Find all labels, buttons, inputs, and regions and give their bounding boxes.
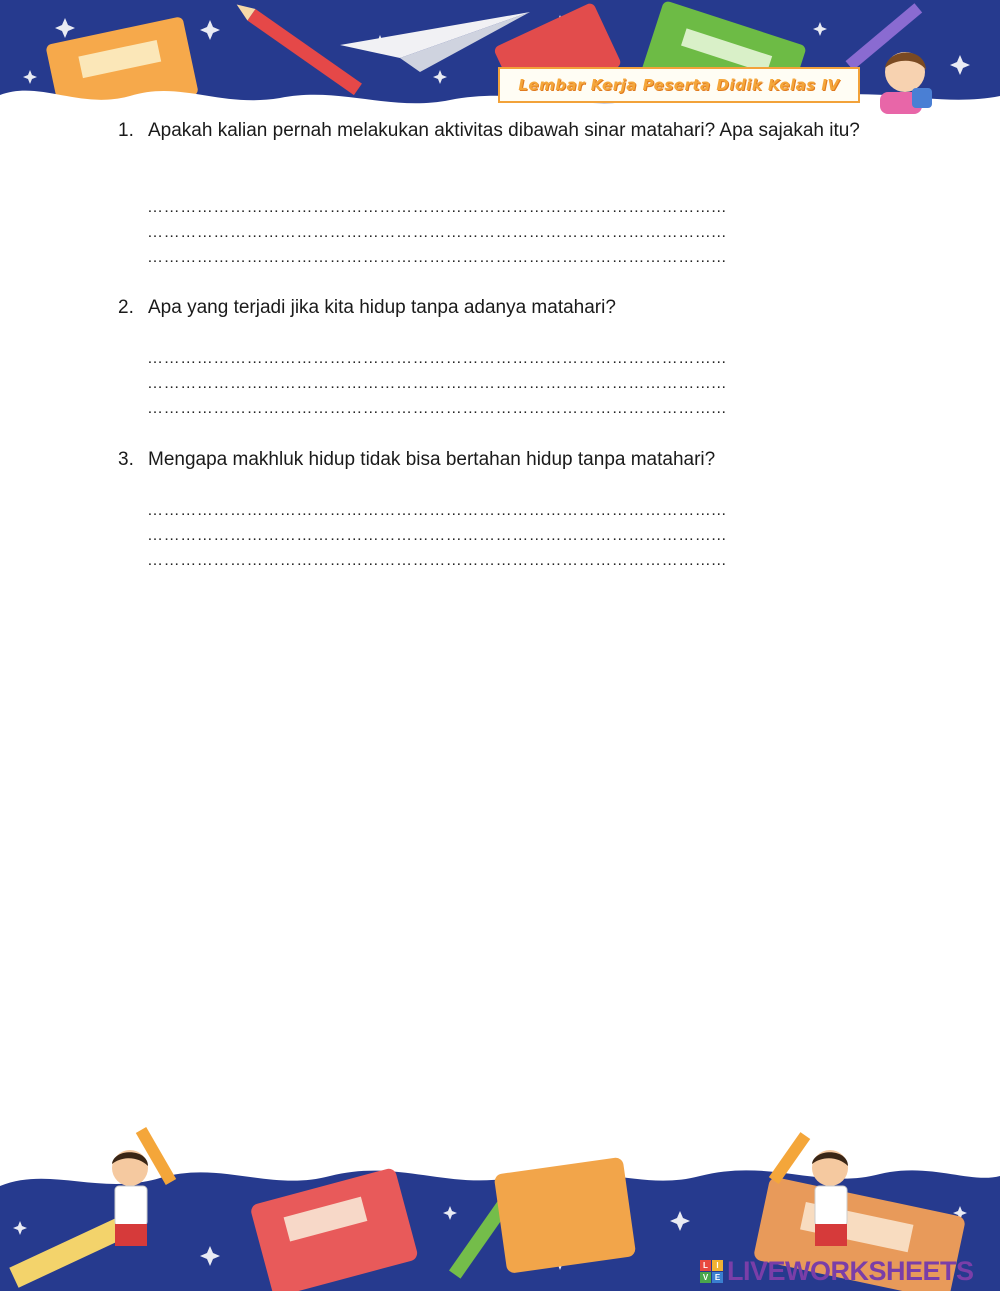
answer-line[interactable]: …………………………………………………………………………………………... [147,502,727,519]
answer-line[interactable]: …………………………………………………………………………………………... [147,527,727,544]
worksheet-title-box [498,67,860,103]
answer-line[interactable]: …………………………………………………………………………………………... [147,199,727,216]
liveworksheets-text: LIVEWORKSHEETS [727,1256,974,1286]
question-text: Apakah kalian pernah melakukan aktivitas dibawah sinar matahari? Apa sajakah itu? [148,120,860,141]
question-number: 2. [118,297,134,318]
question-1 [118,117,888,145]
question-number: 1. [118,120,134,141]
answer-line[interactable]: …………………………………………………………………………………………... [147,249,727,266]
worksheet-title: Lembar Kerja Peserta Didik Kelas IV [518,76,840,94]
answer-line[interactable]: …………………………………………………………………………………………... [147,350,727,367]
question-text: Mengapa makhluk hidup tidak bisa bertahan hidup tanpa matahari? [148,449,716,470]
answer-line[interactable]: …………………………………………………………………………………………... [147,400,727,417]
question-3 [118,446,888,474]
question-2 [118,294,888,322]
header-decoration [0,0,1000,125]
liveworksheets-watermark [700,1256,974,1287]
answer-line[interactable]: …………………………………………………………………………………………... [147,224,727,241]
question-text: Apa yang terjadi jika kita hidup tanpa adanya matahari? [148,297,616,318]
answer-line[interactable]: …………………………………………………………………………………………... [147,375,727,392]
answer-line[interactable]: …………………………………………………………………………………………... [147,552,727,569]
liveworksheets-logo-icon: L I V E [700,1260,723,1283]
question-number: 3. [118,449,134,470]
